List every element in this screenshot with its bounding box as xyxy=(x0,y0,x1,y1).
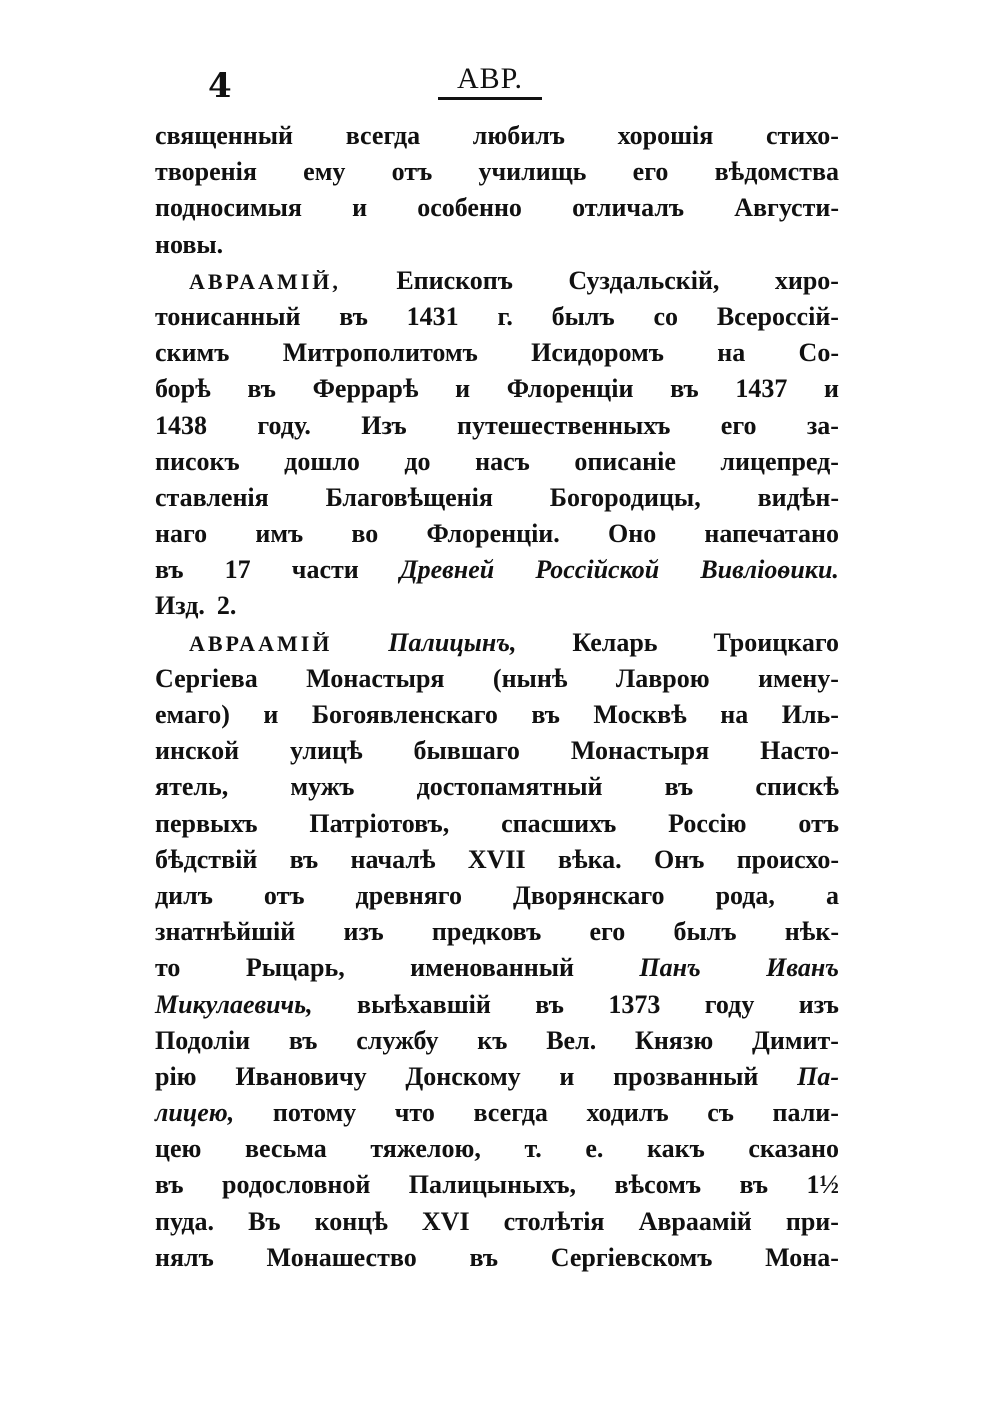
word: цею xyxy=(155,1134,202,1164)
text-line xyxy=(155,227,839,263)
word: XVI xyxy=(421,1206,470,1236)
text-line xyxy=(155,190,839,226)
text-line xyxy=(155,516,839,552)
word: Изъ xyxy=(361,410,407,440)
word: Палицыныхъ, xyxy=(408,1170,577,1200)
text-line xyxy=(155,661,839,697)
word: Митрополитомъ xyxy=(282,338,478,368)
text-line xyxy=(155,480,839,516)
word: пуда. xyxy=(155,1206,214,1236)
word: его xyxy=(632,157,669,187)
word: его xyxy=(589,917,626,947)
word: спискѣ xyxy=(755,772,839,802)
word: отличалъ xyxy=(572,193,685,223)
word: Рыцарь, xyxy=(245,953,345,983)
word: и xyxy=(263,700,279,729)
word: Суздальскій, xyxy=(568,265,720,295)
word: Монастыря xyxy=(306,663,445,693)
word: до xyxy=(404,446,431,476)
word: изъ xyxy=(798,989,839,1019)
word: АВРААМІЙ xyxy=(189,630,333,656)
word: весьма xyxy=(245,1134,327,1164)
word: описаніе xyxy=(574,446,676,476)
header-rule xyxy=(438,97,542,100)
word: въ xyxy=(155,555,184,585)
word: дошло xyxy=(284,446,360,476)
word: Палицынъ, xyxy=(388,627,517,657)
word: году xyxy=(704,989,755,1019)
word: Иванъ xyxy=(766,953,839,983)
word: скимъ xyxy=(155,338,230,368)
word: въ xyxy=(289,844,319,874)
word: Москвѣ xyxy=(593,700,687,729)
text-line xyxy=(155,444,839,480)
word: прозванный xyxy=(613,1061,759,1091)
word: въ xyxy=(670,374,699,404)
text-line xyxy=(155,299,839,335)
word: борѣ xyxy=(155,374,211,404)
word: именованный xyxy=(410,953,574,983)
word: на xyxy=(720,700,749,729)
word: Богоявленскаго xyxy=(311,700,498,729)
word: въ xyxy=(469,1242,499,1272)
word: достопамятный xyxy=(416,772,603,802)
word: Авраамій xyxy=(638,1206,752,1236)
word: стихо- xyxy=(766,121,839,150)
word: всегда xyxy=(345,121,421,150)
word: къ xyxy=(477,1025,508,1055)
word: Келарь xyxy=(572,627,658,657)
word: пали- xyxy=(772,1098,839,1128)
word: Августи- xyxy=(734,193,839,223)
text-line xyxy=(155,552,839,588)
word: Дворянскаго xyxy=(512,880,665,910)
word: родословной xyxy=(222,1170,371,1200)
word: Всероссій- xyxy=(716,301,839,331)
word: Ивановичу xyxy=(235,1061,367,1091)
text-line xyxy=(155,588,839,624)
word: г. xyxy=(497,301,513,331)
word: мужъ xyxy=(290,772,355,802)
body-text xyxy=(155,118,839,1276)
text-line xyxy=(155,878,839,914)
word: Иль- xyxy=(781,700,839,729)
word: путешественныхъ xyxy=(456,410,671,440)
word: имену- xyxy=(758,663,839,693)
word: писокъ xyxy=(155,446,240,476)
word: а xyxy=(825,880,839,910)
word: 1431 xyxy=(406,301,459,331)
word: емаго) xyxy=(155,700,230,729)
word: выѣхавшій xyxy=(357,989,491,1019)
word: училищь xyxy=(478,157,587,187)
word: въ xyxy=(288,1025,318,1055)
word: подносимыя xyxy=(155,193,302,223)
text-line xyxy=(155,1204,839,1240)
word: Россійской xyxy=(535,555,660,585)
text-line xyxy=(155,625,839,661)
text-line xyxy=(155,697,839,733)
text-line xyxy=(155,950,839,986)
word: Благовѣщенія xyxy=(325,482,493,512)
word: Оно xyxy=(607,519,657,549)
word: бывшаго xyxy=(413,736,520,766)
word: ходилъ xyxy=(586,1098,669,1128)
text-line xyxy=(155,408,839,444)
word: рода, xyxy=(715,880,775,910)
text-line xyxy=(155,263,839,299)
word: нѣк- xyxy=(784,917,839,947)
word: за- xyxy=(806,410,839,440)
word: хорошія xyxy=(617,121,714,150)
word: происхо- xyxy=(736,844,839,874)
word: напечатано xyxy=(704,519,839,549)
word: 1437 xyxy=(735,374,788,404)
word: отъ xyxy=(391,157,433,187)
word: лицею, xyxy=(155,1098,235,1128)
word: 1373 xyxy=(608,989,661,1019)
word: былъ xyxy=(551,301,615,331)
word: Монастыря xyxy=(570,736,710,766)
word: видѣн- xyxy=(757,482,839,512)
word: Монашество xyxy=(266,1242,417,1272)
word: въ xyxy=(339,301,368,331)
word: въ xyxy=(664,772,694,802)
word: Флоренціи. xyxy=(426,519,560,549)
word: Феррарѣ xyxy=(312,374,419,404)
text-line xyxy=(155,118,839,154)
word: Троицкаго xyxy=(713,627,839,657)
word: вѣка. xyxy=(557,844,622,874)
word: со xyxy=(653,301,679,331)
word: т. xyxy=(524,1134,542,1164)
word: съ xyxy=(707,1098,734,1128)
word: спасшихъ xyxy=(501,808,617,838)
word: въ xyxy=(155,1170,184,1200)
word: Флоренціи xyxy=(506,374,634,404)
word: рію xyxy=(155,1061,197,1091)
text-line xyxy=(155,806,839,842)
word: новы. xyxy=(155,229,224,259)
word: Сергіева xyxy=(155,663,258,693)
word: вѣдомства xyxy=(714,157,839,187)
word: 17 xyxy=(224,555,251,585)
word: и xyxy=(823,374,839,404)
word: началѣ xyxy=(350,844,436,874)
word: сказано xyxy=(748,1134,839,1164)
word: Панъ xyxy=(639,953,701,983)
word: имъ xyxy=(255,519,304,549)
word: Изд. xyxy=(155,591,205,621)
word: особенно xyxy=(417,193,522,223)
word: Патріотовъ, xyxy=(309,808,450,838)
word: инской xyxy=(155,736,240,766)
word: Насто- xyxy=(760,736,839,766)
word: какъ xyxy=(647,1134,705,1164)
text-line xyxy=(155,1131,839,1167)
word: 2. xyxy=(216,591,237,621)
word: Со- xyxy=(798,338,839,368)
text-line xyxy=(155,371,839,407)
word: дилъ xyxy=(155,880,213,910)
word: нялъ xyxy=(155,1242,214,1272)
word: что xyxy=(394,1098,435,1128)
text-line xyxy=(155,842,839,878)
word: наго xyxy=(155,519,208,549)
word: въ xyxy=(535,989,564,1019)
word: лицепред- xyxy=(720,446,839,476)
word: отъ xyxy=(798,808,839,838)
text-line xyxy=(155,733,839,769)
word: АВРААМІЙ, xyxy=(189,268,341,294)
word: любилъ xyxy=(472,121,565,150)
text-line xyxy=(155,1023,839,1059)
word: былъ xyxy=(673,917,737,947)
word: Князю xyxy=(634,1025,714,1055)
word: всегда xyxy=(473,1098,548,1128)
word: ставленія xyxy=(155,482,269,512)
word: то xyxy=(155,953,181,983)
word: въ xyxy=(739,1170,769,1200)
word: Лаврою xyxy=(615,663,710,693)
word: насъ xyxy=(475,446,530,476)
text-line xyxy=(155,987,839,1023)
word: Вивліоѳики. xyxy=(700,555,839,585)
word: Димит- xyxy=(751,1025,839,1055)
running-head: АВР. xyxy=(456,62,524,95)
word: Онъ xyxy=(654,844,705,874)
word: изъ xyxy=(343,917,384,947)
word: Въ xyxy=(248,1206,281,1236)
word: творенія xyxy=(155,157,257,187)
word: Микулаевичь, xyxy=(155,989,313,1019)
text-line xyxy=(155,1167,839,1203)
word: и xyxy=(559,1061,575,1091)
text-line xyxy=(155,335,839,371)
word: при- xyxy=(785,1206,839,1236)
text-line xyxy=(155,1059,839,1095)
word: тонисанный xyxy=(155,301,301,331)
word: Сергіевскомъ xyxy=(550,1242,713,1272)
word: Мона- xyxy=(765,1242,839,1272)
text-line xyxy=(155,154,839,190)
word: Епископъ xyxy=(396,265,513,295)
word: Россію xyxy=(668,808,747,838)
word: и xyxy=(352,193,368,223)
word: службу xyxy=(356,1025,439,1055)
word: потому xyxy=(272,1098,357,1128)
word: Богородицы, xyxy=(549,482,701,512)
word: знатнѣйшій xyxy=(155,917,296,947)
word: священный xyxy=(155,121,294,150)
word: первыхъ xyxy=(155,808,258,838)
word: году. xyxy=(257,410,311,440)
word: улицѣ xyxy=(290,736,363,766)
word: его xyxy=(720,410,757,440)
word: ему xyxy=(303,157,346,187)
word: древняго xyxy=(355,880,462,910)
word: Исидоромъ xyxy=(531,338,664,368)
word: тяжелою, xyxy=(370,1134,481,1164)
word: Древней xyxy=(399,555,495,585)
word: 1½ xyxy=(806,1170,839,1200)
word: е. xyxy=(585,1134,604,1164)
text-line xyxy=(155,1240,839,1276)
word: Подоліи xyxy=(155,1025,251,1055)
word: Вел. xyxy=(546,1025,597,1055)
word: предковъ xyxy=(431,917,542,947)
word: бѣдствій xyxy=(155,844,258,874)
word: въ xyxy=(247,374,276,404)
word: вѣсомъ xyxy=(614,1170,702,1200)
word: Донскому xyxy=(405,1061,521,1091)
word: ятель, xyxy=(155,772,229,802)
word: и xyxy=(455,374,471,404)
word: части xyxy=(291,555,359,585)
word: хиро- xyxy=(774,265,839,295)
text-line xyxy=(155,914,839,950)
word: 1438 xyxy=(155,410,207,440)
word: (нынѣ xyxy=(492,663,568,693)
text-line xyxy=(155,769,839,805)
word: во xyxy=(351,519,379,549)
word: концѣ xyxy=(314,1206,388,1236)
word: XVII xyxy=(467,844,526,874)
word: столѣтія xyxy=(503,1206,605,1236)
text-line xyxy=(155,1095,839,1131)
word: на xyxy=(717,338,746,368)
word: отъ xyxy=(263,880,305,910)
word: Па- xyxy=(797,1061,839,1091)
word: въ xyxy=(531,700,560,729)
page-number: 4 xyxy=(208,66,232,106)
